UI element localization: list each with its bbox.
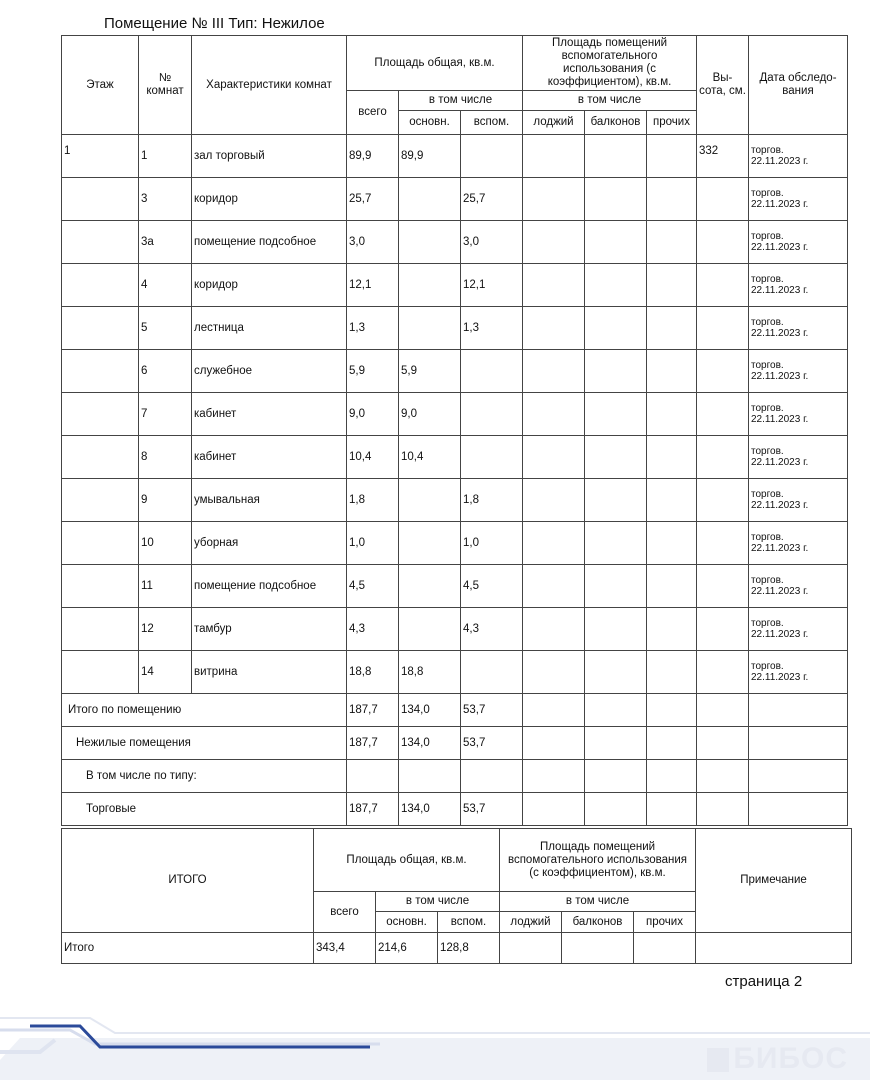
room-no-cell: 3а [139,221,192,264]
floor-cell [62,436,139,479]
total-area-cell: 3,0 [347,221,399,264]
date-cell [749,522,848,565]
room-name-cell: уборная [192,522,347,565]
main-area-cell [399,221,461,264]
balcony-cell [585,264,647,307]
floor-cell [62,608,139,651]
height-cell [697,522,749,565]
total-area-cell: 10,4 [347,436,399,479]
height-cell [697,350,749,393]
date-cell [749,479,848,522]
room-no-cell: 6 [139,350,192,393]
table-row [62,608,848,651]
aux-area-cell [461,135,523,178]
summary-loggia [523,694,585,727]
floor-cell [62,178,139,221]
col-note-header: Примечание [696,829,852,933]
floor-cell: 1 [62,135,139,178]
date-kind: торгов. [751,661,784,672]
main-area-cell: 9,0 [399,393,461,436]
col-main-header: основн. [399,111,461,135]
aux-area-cell: 3,0 [461,221,523,264]
loggia-cell [523,264,585,307]
table-row [62,651,848,694]
date-value: 22.11.2023 г. [751,500,809,511]
other-cell [647,565,697,608]
date-value: 22.11.2023 г. [751,285,809,296]
loggia-cell [523,522,585,565]
date-value: 22.11.2023 г. [751,414,809,425]
total-balcony [562,933,634,964]
other-cell [647,436,697,479]
table-row [62,135,848,178]
date-cell [749,393,848,436]
total-other [634,933,696,964]
aux-area-cell [461,393,523,436]
table-row [62,350,848,393]
main-area-cell [399,565,461,608]
col-total-area-header: Площадь общая, кв.м. [314,829,500,892]
summary-total: 187,7 [347,793,399,826]
summary-label: Нежилые помещения [62,727,347,760]
date-value: 22.11.2023 г. [751,156,809,167]
total-main: 214,6 [376,933,438,964]
room-no-cell: 14 [139,651,192,694]
date-value: 22.11.2023 г. [751,371,809,382]
date-kind: торгов. [751,575,784,586]
summary-balcony [585,760,647,793]
col-all-header: всего [314,892,376,933]
room-no-cell: 8 [139,436,192,479]
grand-total-table [61,828,852,964]
other-cell [647,651,697,694]
height-cell [697,651,749,694]
date-kind: торгов. [751,274,784,285]
total-note [696,933,852,964]
date-kind: торгов. [751,231,784,242]
date-cell [749,608,848,651]
rooms-table [61,35,848,826]
date-cell [749,565,848,608]
height-cell [697,393,749,436]
summary-balcony [585,727,647,760]
total-area-cell: 1,8 [347,479,399,522]
table-row [62,933,852,964]
loggia-cell [523,135,585,178]
summary-height [697,793,749,826]
balcony-cell [585,178,647,221]
other-cell [647,393,697,436]
total-area-cell: 89,9 [347,135,399,178]
aux-area-cell: 1,8 [461,479,523,522]
room-name-cell: кабинет [192,436,347,479]
page-title: Помещение № III Тип: Нежилое [104,15,325,32]
loggia-cell [523,178,585,221]
balcony-cell [585,436,647,479]
col-aux-area-header: Площадь помещений вспомогательного использования (с коэффициентом), кв.м. [500,829,696,892]
room-no-cell: 5 [139,307,192,350]
date-kind: торгов. [751,317,784,328]
room-no-cell: 12 [139,608,192,651]
room-no-cell: 11 [139,565,192,608]
col-balcony-header: балконов [585,111,647,135]
including-header: в том числе [376,892,500,912]
summary-main: 134,0 [399,694,461,727]
summary-label: Торговые [62,793,347,826]
aux-including-header: в том числе [523,91,697,111]
col-characteristics-header: Характеристики комнат [192,36,347,135]
total-area-cell: 25,7 [347,178,399,221]
logo-mark-icon [707,1048,729,1072]
summary-date [749,727,848,760]
table-row [62,436,848,479]
height-cell [697,436,749,479]
col-all-header: всего [347,91,399,135]
date-cell [749,307,848,350]
summary-label: Итого по помещению [62,694,347,727]
other-cell [647,178,697,221]
height-cell [697,479,749,522]
loggia-cell [523,393,585,436]
date-kind: торгов. [751,360,784,371]
table-row [62,393,848,436]
table-row [62,522,848,565]
room-name-cell: кабинет [192,393,347,436]
summary-height [697,694,749,727]
floor-cell [62,264,139,307]
total-loggia [500,933,562,964]
col-other-header: прочих [634,912,696,933]
aux-area-cell: 25,7 [461,178,523,221]
other-cell [647,135,697,178]
summary-other [647,727,697,760]
other-cell [647,479,697,522]
summary-aux: 53,7 [461,793,523,826]
main-area-cell: 5,9 [399,350,461,393]
summary-main: 134,0 [399,727,461,760]
balcony-cell [585,522,647,565]
date-cell [749,221,848,264]
other-cell [647,608,697,651]
date-cell [749,135,848,178]
summary-aux [461,760,523,793]
total-aux: 128,8 [438,933,500,964]
aux-area-cell: 4,5 [461,565,523,608]
total-area-cell: 1,3 [347,307,399,350]
balcony-cell [585,307,647,350]
other-cell [647,264,697,307]
table-row [62,264,848,307]
loggia-cell [523,608,585,651]
balcony-cell [585,651,647,694]
aux-area-cell: 12,1 [461,264,523,307]
total-label: Итого [62,933,314,964]
height-cell [697,264,749,307]
room-name-cell: умывальная [192,479,347,522]
other-cell [647,522,697,565]
room-name-cell: зал торговый [192,135,347,178]
summary-total [347,760,399,793]
other-cell [647,307,697,350]
room-no-cell: 3 [139,178,192,221]
balcony-cell [585,350,647,393]
date-kind: торгов. [751,145,784,156]
aux-area-cell [461,651,523,694]
room-no-cell: 7 [139,393,192,436]
summary-row [62,760,848,793]
total-all: 343,4 [314,933,376,964]
summary-date [749,760,848,793]
main-area-cell [399,307,461,350]
table-row [62,565,848,608]
col-aux-header: вспом. [438,912,500,933]
loggia-cell [523,221,585,264]
aux-area-cell: 1,0 [461,522,523,565]
summary-height [697,727,749,760]
total-area-cell: 1,0 [347,522,399,565]
page-number: страница 2 [725,973,803,990]
date-kind: торгов. [751,446,784,457]
summary-other [647,793,697,826]
date-kind: торгов. [751,403,784,414]
date-cell [749,651,848,694]
main-area-cell: 10,4 [399,436,461,479]
room-name-cell: помещение подсобное [192,221,347,264]
height-cell [697,221,749,264]
summary-loggia [523,793,585,826]
floor-cell [62,350,139,393]
room-name-cell: витрина [192,651,347,694]
floor-cell [62,565,139,608]
height-cell [697,565,749,608]
main-area-cell [399,608,461,651]
summary-main: 134,0 [399,793,461,826]
balcony-cell [585,608,647,651]
aux-including-header: в том числе [500,892,696,912]
summary-row [62,793,848,826]
loggia-cell [523,651,585,694]
col-itogo-header: ИТОГО [62,829,314,933]
loggia-cell [523,436,585,479]
col-loggia-header: лоджий [500,912,562,933]
date-cell [749,350,848,393]
aux-area-cell: 1,3 [461,307,523,350]
summary-height [697,760,749,793]
main-area-cell [399,264,461,307]
main-area-cell [399,178,461,221]
loggia-cell [523,565,585,608]
floor-cell [62,479,139,522]
col-total-area-header: Площадь общая, кв.м. [347,36,523,91]
date-kind: торгов. [751,532,784,543]
aux-area-cell [461,436,523,479]
main-area-cell [399,479,461,522]
aux-area-cell: 4,3 [461,608,523,651]
room-name-cell: помещение подсобное [192,565,347,608]
header-row [62,36,848,91]
total-area-cell: 18,8 [347,651,399,694]
date-value: 22.11.2023 г. [751,586,809,597]
room-name-cell: лестница [192,307,347,350]
summary-loggia [523,727,585,760]
summary-other [647,760,697,793]
col-room-no-header: № комнат [139,36,192,135]
date-kind: торгов. [751,188,784,199]
height-cell [697,178,749,221]
room-name-cell: тамбур [192,608,347,651]
summary-date [749,694,848,727]
date-value: 22.11.2023 г. [751,457,809,468]
loggia-cell [523,307,585,350]
other-cell [647,350,697,393]
floor-cell [62,651,139,694]
date-value: 22.11.2023 г. [751,543,809,554]
aux-area-cell [461,350,523,393]
date-cell [749,264,848,307]
col-loggia-header: лоджий [523,111,585,135]
height-cell: 332 [697,135,749,178]
col-floor-header: Этаж [62,36,139,135]
room-no-cell: 1 [139,135,192,178]
summary-balcony [585,694,647,727]
date-kind: торгов. [751,618,784,629]
other-cell [647,221,697,264]
date-cell [749,178,848,221]
total-area-cell: 12,1 [347,264,399,307]
summary-main [399,760,461,793]
col-aux-area-header: Площадь помещений вспомогательного использования (с коэффициентом), кв.м. [523,36,697,91]
room-no-cell: 9 [139,479,192,522]
col-aux-header: вспом. [461,111,523,135]
date-kind: торгов. [751,489,784,500]
summary-aux: 53,7 [461,694,523,727]
date-value: 22.11.2023 г. [751,199,809,210]
room-name-cell: служебное [192,350,347,393]
table-row [62,221,848,264]
col-main-header: основн. [376,912,438,933]
room-name-cell: коридор [192,264,347,307]
col-height-header: Вы- сота, см. [697,36,749,135]
height-cell [697,307,749,350]
balcony-cell [585,221,647,264]
balcony-cell [585,479,647,522]
balcony-cell [585,565,647,608]
col-balcony-header: балконов [562,912,634,933]
col-other-header: прочих [647,111,697,135]
including-header: в том числе [399,91,523,111]
summary-total: 187,7 [347,727,399,760]
date-value: 22.11.2023 г. [751,672,809,683]
main-area-cell [399,522,461,565]
summary-label: В том числе по типу: [62,760,347,793]
summary-row [62,694,848,727]
floor-cell [62,522,139,565]
loggia-cell [523,479,585,522]
header-row [62,829,852,892]
table-row [62,479,848,522]
summary-total: 187,7 [347,694,399,727]
summary-loggia [523,760,585,793]
total-area-cell: 4,5 [347,565,399,608]
date-cell [749,436,848,479]
table-row [62,307,848,350]
floor-cell [62,221,139,264]
summary-row [62,727,848,760]
logo-text: БИБОС [733,1042,848,1075]
balcony-cell [585,135,647,178]
summary-other [647,694,697,727]
date-value: 22.11.2023 г. [751,629,809,640]
room-no-cell: 4 [139,264,192,307]
date-value: 22.11.2023 г. [751,328,809,339]
balcony-cell [585,393,647,436]
summary-balcony [585,793,647,826]
height-cell [697,608,749,651]
room-no-cell: 10 [139,522,192,565]
company-logo [707,1042,848,1076]
main-area-cell: 18,8 [399,651,461,694]
floor-cell [62,307,139,350]
room-name-cell: коридор [192,178,347,221]
summary-date [749,793,848,826]
total-area-cell: 4,3 [347,608,399,651]
col-date-header: Дата обследо- вания [749,36,848,135]
total-area-cell: 5,9 [347,350,399,393]
summary-aux: 53,7 [461,727,523,760]
total-area-cell: 9,0 [347,393,399,436]
loggia-cell [523,350,585,393]
date-value: 22.11.2023 г. [751,242,809,253]
table-row [62,178,848,221]
floor-cell [62,393,139,436]
main-area-cell: 89,9 [399,135,461,178]
